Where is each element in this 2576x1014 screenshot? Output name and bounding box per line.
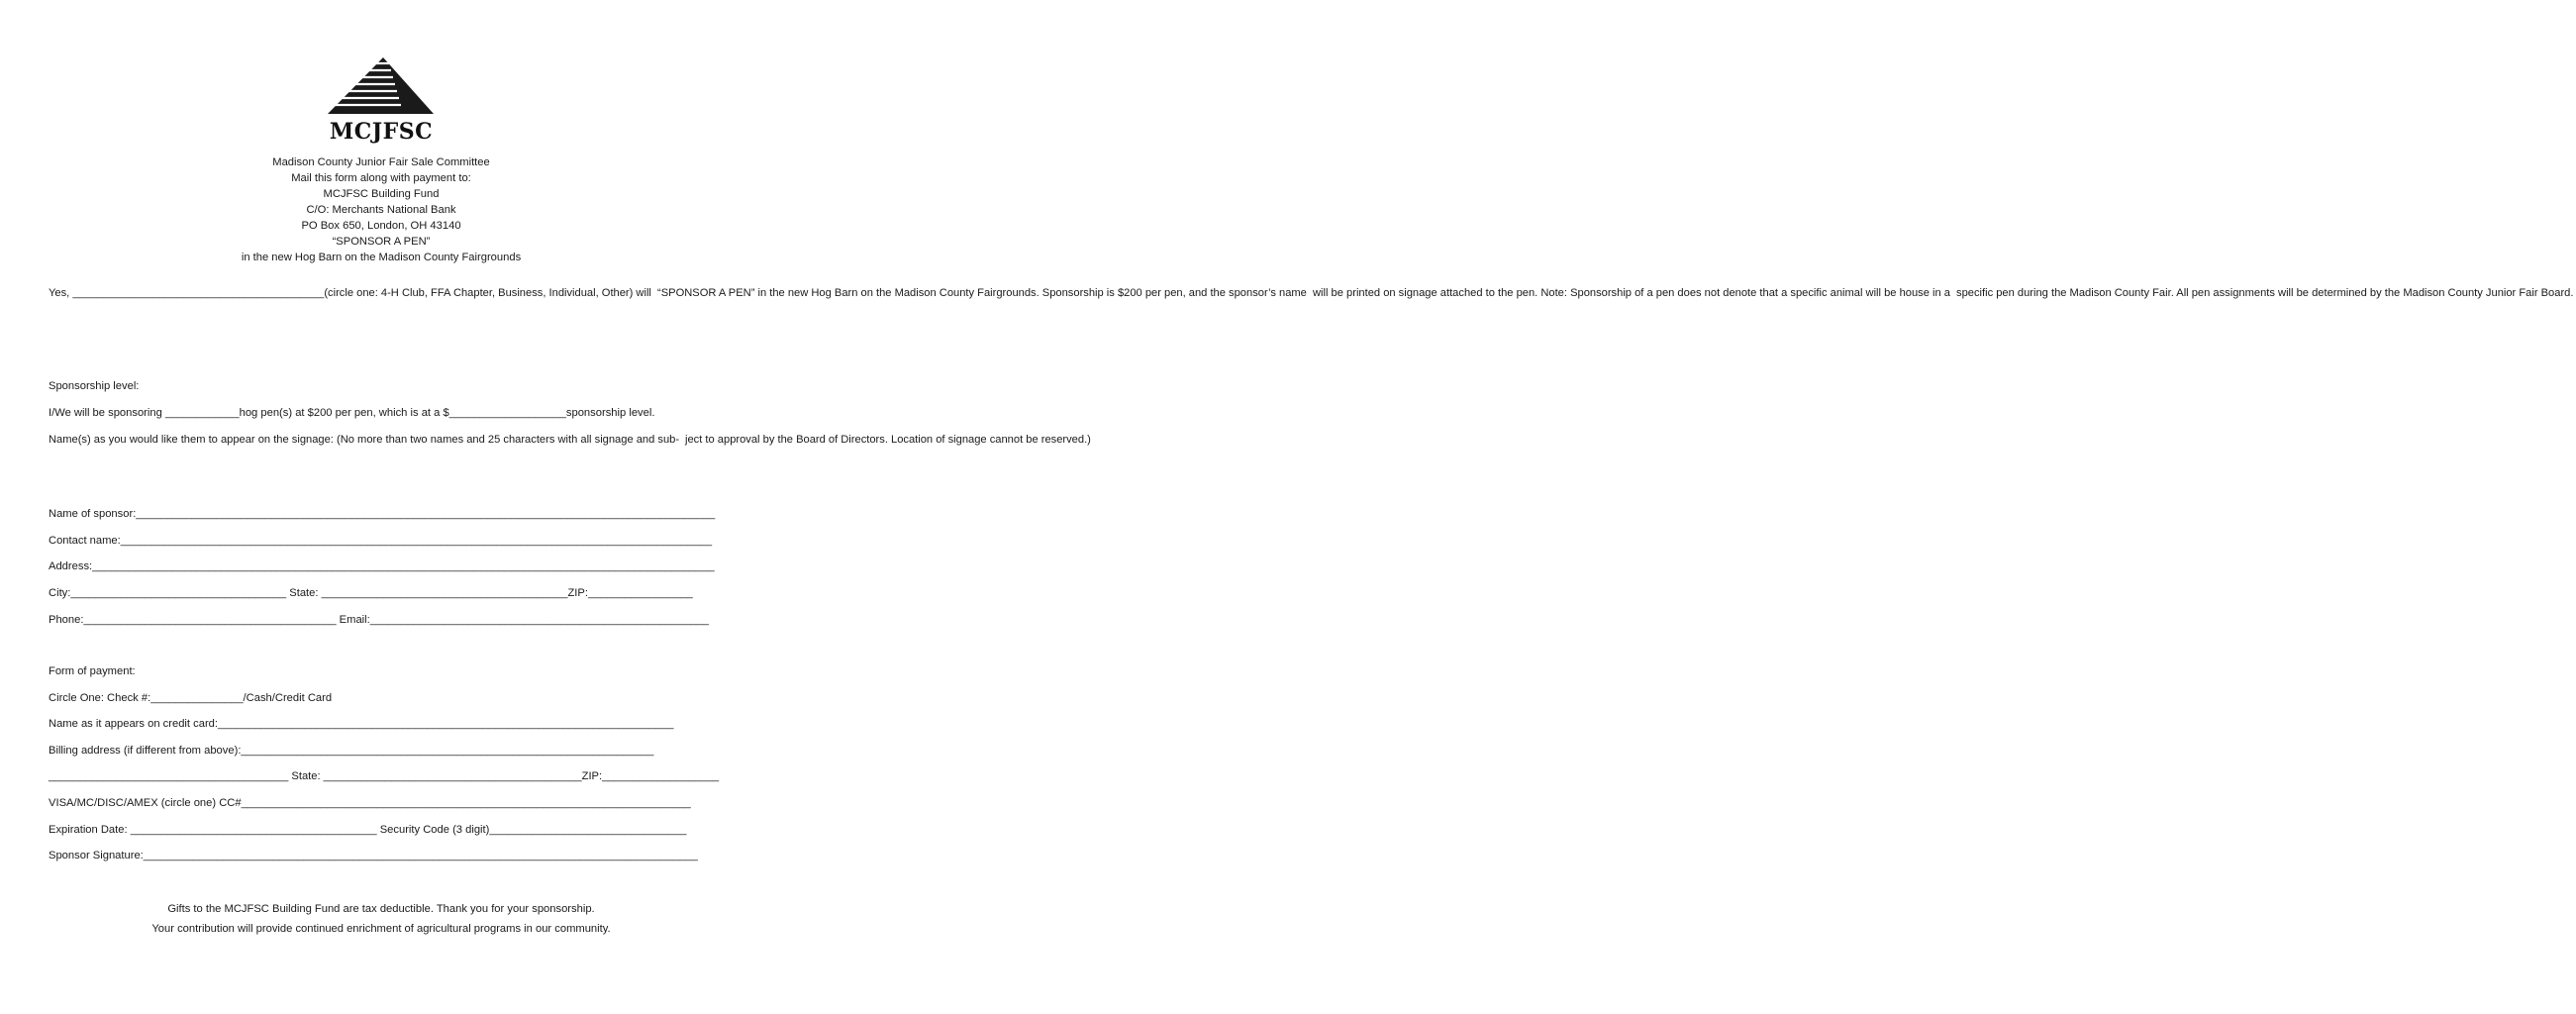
name-on-card-field[interactable]: Name as it appears on credit card:__________________________________________________________________________ — [49, 718, 674, 730]
fund-name: MCJFSC Building Fund — [323, 188, 440, 200]
footer-line: Your contribution will provide continued enrichment of agricultural programs in our community. — [151, 922, 611, 935]
bank-name: C/O: Merchants National Bank — [306, 204, 456, 216]
phone-email-field[interactable]: Phone:_________________________________________ Email:_______________________________________________________ — [49, 614, 709, 626]
signature-field[interactable]: Sponsor Signature:__________________________________________________________________________________________ — [49, 850, 698, 862]
signage-note — [49, 431, 1091, 450]
intro-paragraph — [49, 284, 2574, 303]
signage-note-line: ject to approval by the Board of Directors. Location of signage cannot be reserved.) — [685, 434, 1091, 446]
sponsorship-heading: Sponsorship level: — [49, 380, 140, 392]
name-of-sponsor-field[interactable]: Name of sponsor:______________________________________________________________________________________________ — [49, 508, 716, 520]
logo — [0, 53, 762, 145]
payment-heading: Form of payment: — [49, 665, 136, 677]
intro-line: will be printed on signage attached to the pen. Note: Sponsorship of a pen does not denote that a specific animal will be house in a — [1312, 287, 1950, 299]
program-title: “SPONSOR A PEN” — [332, 236, 431, 248]
mail-instruction: Mail this form along with payment to: — [291, 172, 471, 184]
logo-text: MCJFSC — [329, 119, 434, 145]
intro-line: Yes, _________________________________________(circle one: 4-H Club, FFA Chapter, Business, Individual, Other) will — [49, 287, 651, 299]
card-number-field[interactable]: VISA/MC/DISC/AMEX (circle one) CC#_________________________________________________________________________ — [49, 797, 691, 809]
footer-line: Gifts to the MCJFSC Building Fund are tax deductible. Thank you for your sponsorship. — [167, 903, 595, 915]
footer-note — [0, 900, 762, 939]
mailing-header — [0, 154, 762, 265]
payment-method-field[interactable]: Circle One: Check #:_______________/Cash/Credit Card — [49, 692, 333, 704]
billing-state-zip-field[interactable]: _______________________________________ State: __________________________________________ZIP:___________________ — [49, 770, 720, 782]
city-state-zip-field[interactable]: City:___________________________________ State: ________________________________________ZIP:_________________ — [49, 587, 693, 599]
mailing-address: PO Box 650, London, OH 43140 — [301, 220, 461, 232]
committee-name: Madison County Junior Fair Sale Committee — [272, 156, 490, 168]
intro-line: “SPONSOR A PEN” in the new Hog Barn on the Madison County Fairgrounds. Sponsorship is $200 per pen, and the sponsor’s name — [656, 287, 1307, 299]
billing-address-field[interactable]: Billing address (if different from above):___________________________________________________________________ — [49, 745, 654, 757]
sponsoring-field[interactable]: I/We will be sponsoring ____________hog pen(s) at $200 per pen, which is at a $___________________sponsorship level. — [49, 407, 655, 419]
intro-line: specific pen during the Madison County Fair. All pen assignments will be determined by the Madison County Junior Fair Board. — [1955, 287, 2574, 299]
contact-name-field[interactable]: Contact name:________________________________________________________________________________________________ — [49, 535, 713, 547]
expiration-security-field[interactable]: Expiration Date: ________________________________________ Security Code (3 digit)________________________________ — [49, 824, 687, 836]
signage-note-line: Name(s) as you would like them to appear on the signage: (No more than two names and 25 characters with all signage and sub- — [49, 434, 680, 446]
program-subtitle: in the new Hog Barn on the Madison County Fairgrounds — [241, 252, 522, 263]
address-field[interactable]: Address:_____________________________________________________________________________________________________ — [49, 560, 715, 572]
barn-roof-logo-icon — [328, 57, 435, 115]
